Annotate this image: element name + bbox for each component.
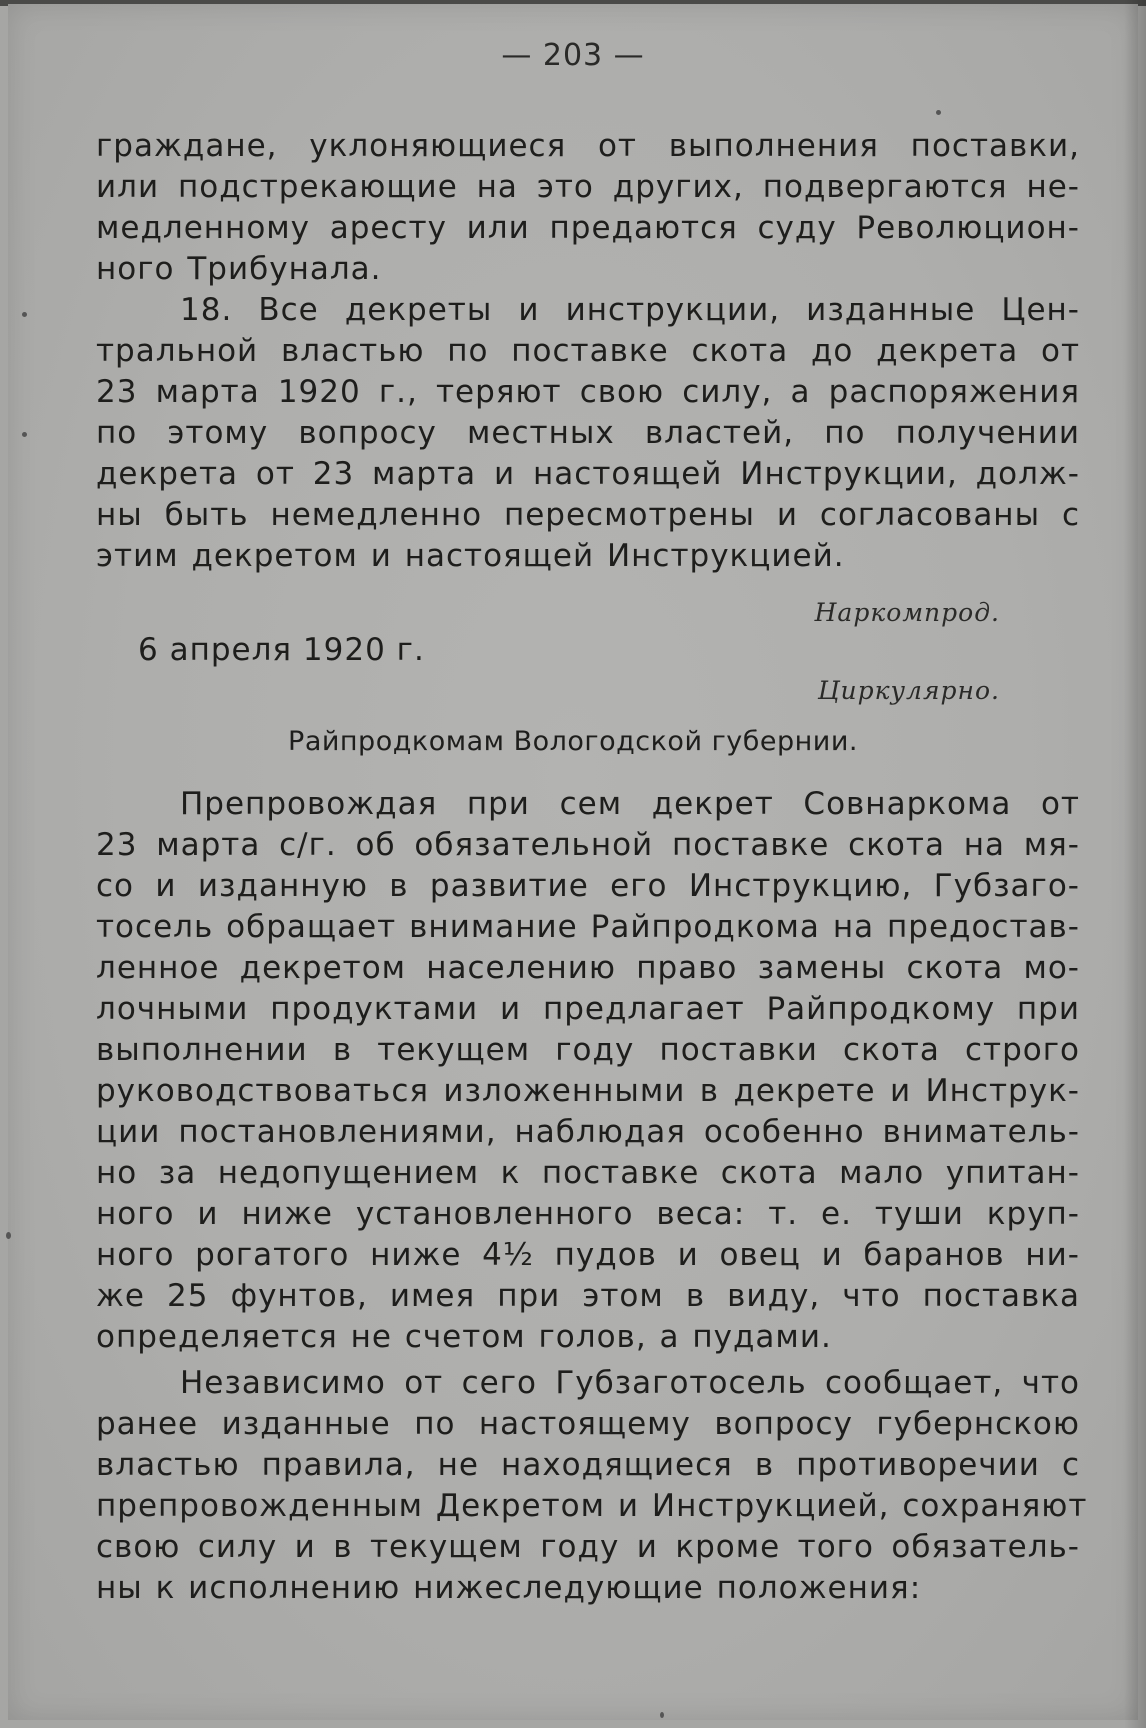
text-line: 18. Все декреты и инструкции, изданные Цен- bbox=[180, 292, 1080, 328]
text-line: лочными продуктами и предлагает Райпродкому при bbox=[96, 991, 1080, 1027]
paragraph-article-18 bbox=[96, 290, 1080, 577]
text-line: ны быть немедленно пересмотрены и согласованы с bbox=[96, 497, 1080, 533]
text-line: ны к исполнению нижеследующие положения: bbox=[96, 1570, 922, 1606]
scan-speck bbox=[22, 432, 27, 437]
text-line: властью правила, не находящиеся в противоречии с bbox=[96, 1447, 1080, 1483]
text-line: определяется не счетом голов, а пудами. bbox=[96, 1319, 832, 1355]
text-line: граждане, уклоняющиеся от выполнения поставки, bbox=[96, 128, 1080, 164]
text-line: же 25 фунтов, имея при этом в виду, что поставка bbox=[96, 1278, 1080, 1314]
paragraph-continuation bbox=[96, 126, 1080, 290]
right-edge-shadow bbox=[1124, 0, 1146, 1728]
text-line: руководствоваться изложенными в декрете и Инструк- bbox=[96, 1073, 1080, 1109]
scan-speck bbox=[660, 1712, 664, 1718]
address-heading: Райпродкомам Вологодской губернии. bbox=[288, 726, 858, 757]
scan-speck bbox=[936, 110, 941, 115]
circular-label: Циркулярно. bbox=[817, 676, 1000, 705]
signature-narkomprod: Наркомпрод. bbox=[814, 598, 1000, 627]
text-line: Независимо от сего Губзаготосель сообщает, что bbox=[180, 1365, 1080, 1401]
text-line: свою силу и в текущем году и кроме того обязатель- bbox=[96, 1529, 1080, 1565]
text-line: но за недопущением к поставке скота мало упитан- bbox=[96, 1155, 1080, 1191]
text-line: медленному аресту или предаются суду Революцион- bbox=[96, 210, 1080, 246]
text-line: ленное декретом населению право замены скота мо- bbox=[96, 950, 1080, 986]
document-date: 6 апреля 1920 г. bbox=[138, 632, 425, 668]
text-line: ного и ниже установленного веса: т. е. туши круп- bbox=[96, 1196, 1080, 1232]
scan-speck bbox=[22, 312, 27, 317]
text-line: тральной властью по поставке скота до декрета от bbox=[96, 333, 1080, 369]
text-line: ранее изданные по настоящему вопросу губернскою bbox=[96, 1406, 1080, 1442]
text-line: тосель обращает внимание Райпродкома на предостав- bbox=[96, 909, 1080, 945]
scan-speck bbox=[6, 1232, 11, 1239]
paragraph-circular-body bbox=[96, 784, 1080, 1358]
text-line: выполнении в текущем году поставки скота строго bbox=[96, 1032, 1080, 1068]
text-line: ции постановлениями, наблюдая особенно вниматель- bbox=[96, 1114, 1080, 1150]
text-line: декрета от 23 марта и настоящей Инструкции, долж- bbox=[96, 456, 1080, 492]
text-line: этим декретом и настоящей Инструкцией. bbox=[96, 538, 845, 574]
text-line: 23 марта с/г. об обязательной поставке скота на мя- bbox=[96, 827, 1080, 863]
paragraph-independent bbox=[96, 1363, 1088, 1609]
text-line: Препровождая при сем декрет Совнаркома от bbox=[180, 786, 1080, 822]
text-line: ного Трибунала. bbox=[96, 251, 382, 287]
text-line: 23 марта 1920 г., теряют свою силу, а распоряжения bbox=[96, 374, 1080, 410]
text-line: по этому вопросу местных властей, по получении bbox=[96, 415, 1080, 451]
text-line: ного рогатого ниже 4½ пудов и овец и баранов ни- bbox=[96, 1237, 1080, 1273]
page-number: — 203 — bbox=[501, 38, 645, 73]
text-line: со и изданную в развитие его Инструкцию, Губзаго- bbox=[96, 868, 1080, 904]
text-line: препровожденным Декретом и Инструкцией, сохраняют bbox=[96, 1488, 1088, 1524]
text-line: или подстрекающие на это других, подвергаются не- bbox=[96, 169, 1080, 205]
